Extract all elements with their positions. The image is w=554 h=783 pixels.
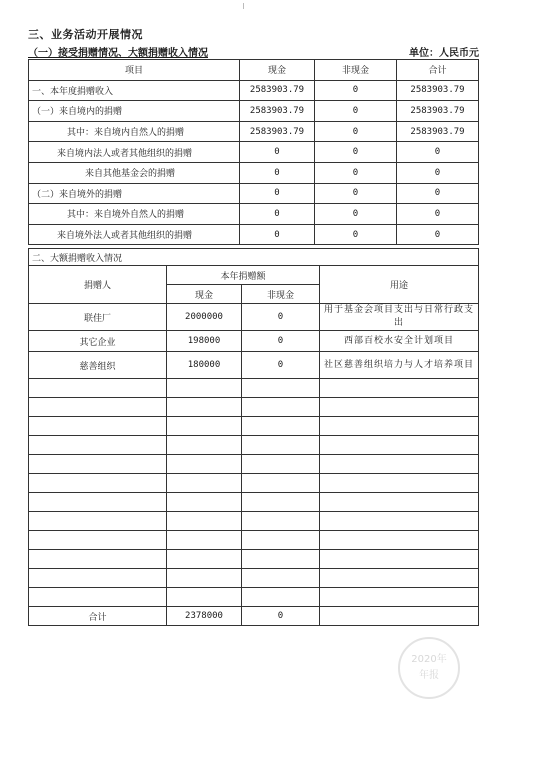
table-row [29,101,479,122]
table-total-row [29,607,479,626]
table-row [29,142,479,163]
cash-cell: 2583903.79 [240,101,315,122]
table-row [29,224,479,245]
noncash-cell: 0 [315,121,397,142]
table-row [29,183,479,204]
table-row [29,162,479,183]
cash-cell: 198000 [167,331,242,352]
header-item: 项目 [29,60,240,81]
cash-cell: 2583903.79 [240,121,315,142]
empty-row [29,379,479,398]
empty-row [29,417,479,436]
noncash-cell: 0 [315,183,397,204]
header-noncash: 非现金 [242,285,320,304]
purpose-cell: 西部百校水安全计划项目 [320,331,479,352]
noncash-cell: 0 [315,204,397,225]
empty-row [29,436,479,455]
header-cash: 现金 [167,285,242,304]
cash-cell: 0 [240,204,315,225]
stamp-text: 年报 [419,670,439,681]
noncash-cell: 0 [242,304,320,331]
table-row [29,80,479,101]
table-row [29,304,479,331]
empty-row [29,474,479,493]
scan-mark [243,3,244,9]
total-cell: 2583903.79 [397,121,479,142]
noncash-cell: 0 [315,101,397,122]
table-row [29,352,479,379]
table-header-row [29,60,479,81]
row-label: 一、本年度捐赠收入 [29,80,240,101]
total-label: 合计 [29,607,167,626]
cash-cell: 2583903.79 [240,80,315,101]
total-cash-cell: 2378000 [167,607,242,626]
purpose-cell: 社区慈善组织培力与人才培养项目 [320,352,479,379]
empty-row [29,550,479,569]
empty-row [29,588,479,607]
donor-cell: 联佳厂 [29,304,167,331]
empty-row [29,512,479,531]
noncash-cell: 0 [315,142,397,163]
large-donation-table [28,248,479,626]
total-cell: 0 [397,162,479,183]
cash-cell: 0 [240,183,315,204]
row-label: （二）来自境外的捐赠 [29,183,240,204]
donation-income-table [28,59,479,245]
empty-row [29,398,479,417]
annual-report-stamp [398,637,460,699]
row-label: 其中：来自境外自然人的捐赠 [29,204,240,225]
empty-row [29,531,479,550]
row-label: （一）来自境内的捐赠 [29,101,240,122]
header-amount: 本年捐赠额 [167,266,320,285]
empty-row [29,569,479,588]
total-purpose-cell [320,607,479,626]
stamp-year: 2020年 [411,654,447,665]
empty-row [29,493,479,512]
total-cell: 0 [397,183,479,204]
row-label: 其中：来自境内自然人的捐赠 [29,121,240,142]
noncash-cell: 0 [315,80,397,101]
total-noncash-cell: 0 [242,607,320,626]
noncash-cell: 0 [315,224,397,245]
total-cell: 2583903.79 [397,80,479,101]
header-donor: 捐赠人 [29,266,167,304]
header-purpose: 用途 [320,266,479,304]
header-noncash: 非现金 [315,60,397,81]
table-row [29,121,479,142]
total-cell: 0 [397,204,479,225]
total-cell: 0 [397,142,479,163]
table-header-row [29,266,479,285]
header-total: 合计 [397,60,479,81]
subsection-title: （一）接受捐赠情况、大额捐赠收入情况 [28,48,208,59]
cash-cell: 2000000 [167,304,242,331]
cash-cell: 0 [240,224,315,245]
table-row [29,331,479,352]
donor-cell: 其它企业 [29,331,167,352]
subsection-header [28,44,479,59]
noncash-cell: 0 [242,352,320,379]
header-cash: 现金 [240,60,315,81]
section-title: 三、业务活动开展情况 [28,28,143,41]
cash-cell: 0 [240,142,315,163]
donor-cell: 慈善组织 [29,352,167,379]
noncash-cell: 0 [315,162,397,183]
table-title-row [29,249,479,266]
table-row [29,204,479,225]
noncash-cell: 0 [242,331,320,352]
purpose-cell: 用于基金会项目支出与日常行政支出 [320,304,479,331]
large-donation-title: 二、大额捐赠收入情况 [29,249,479,266]
total-cell: 0 [397,224,479,245]
cash-cell: 0 [240,162,315,183]
row-label: 来自其他基金会的捐赠 [29,162,240,183]
row-label: 来自境内法人或者其他组织的捐赠 [29,142,240,163]
row-label: 来自境外法人或者其他组织的捐赠 [29,224,240,245]
cash-cell: 180000 [167,352,242,379]
unit-label: 单位：人民币元 [409,48,479,59]
total-cell: 2583903.79 [397,101,479,122]
empty-row [29,455,479,474]
